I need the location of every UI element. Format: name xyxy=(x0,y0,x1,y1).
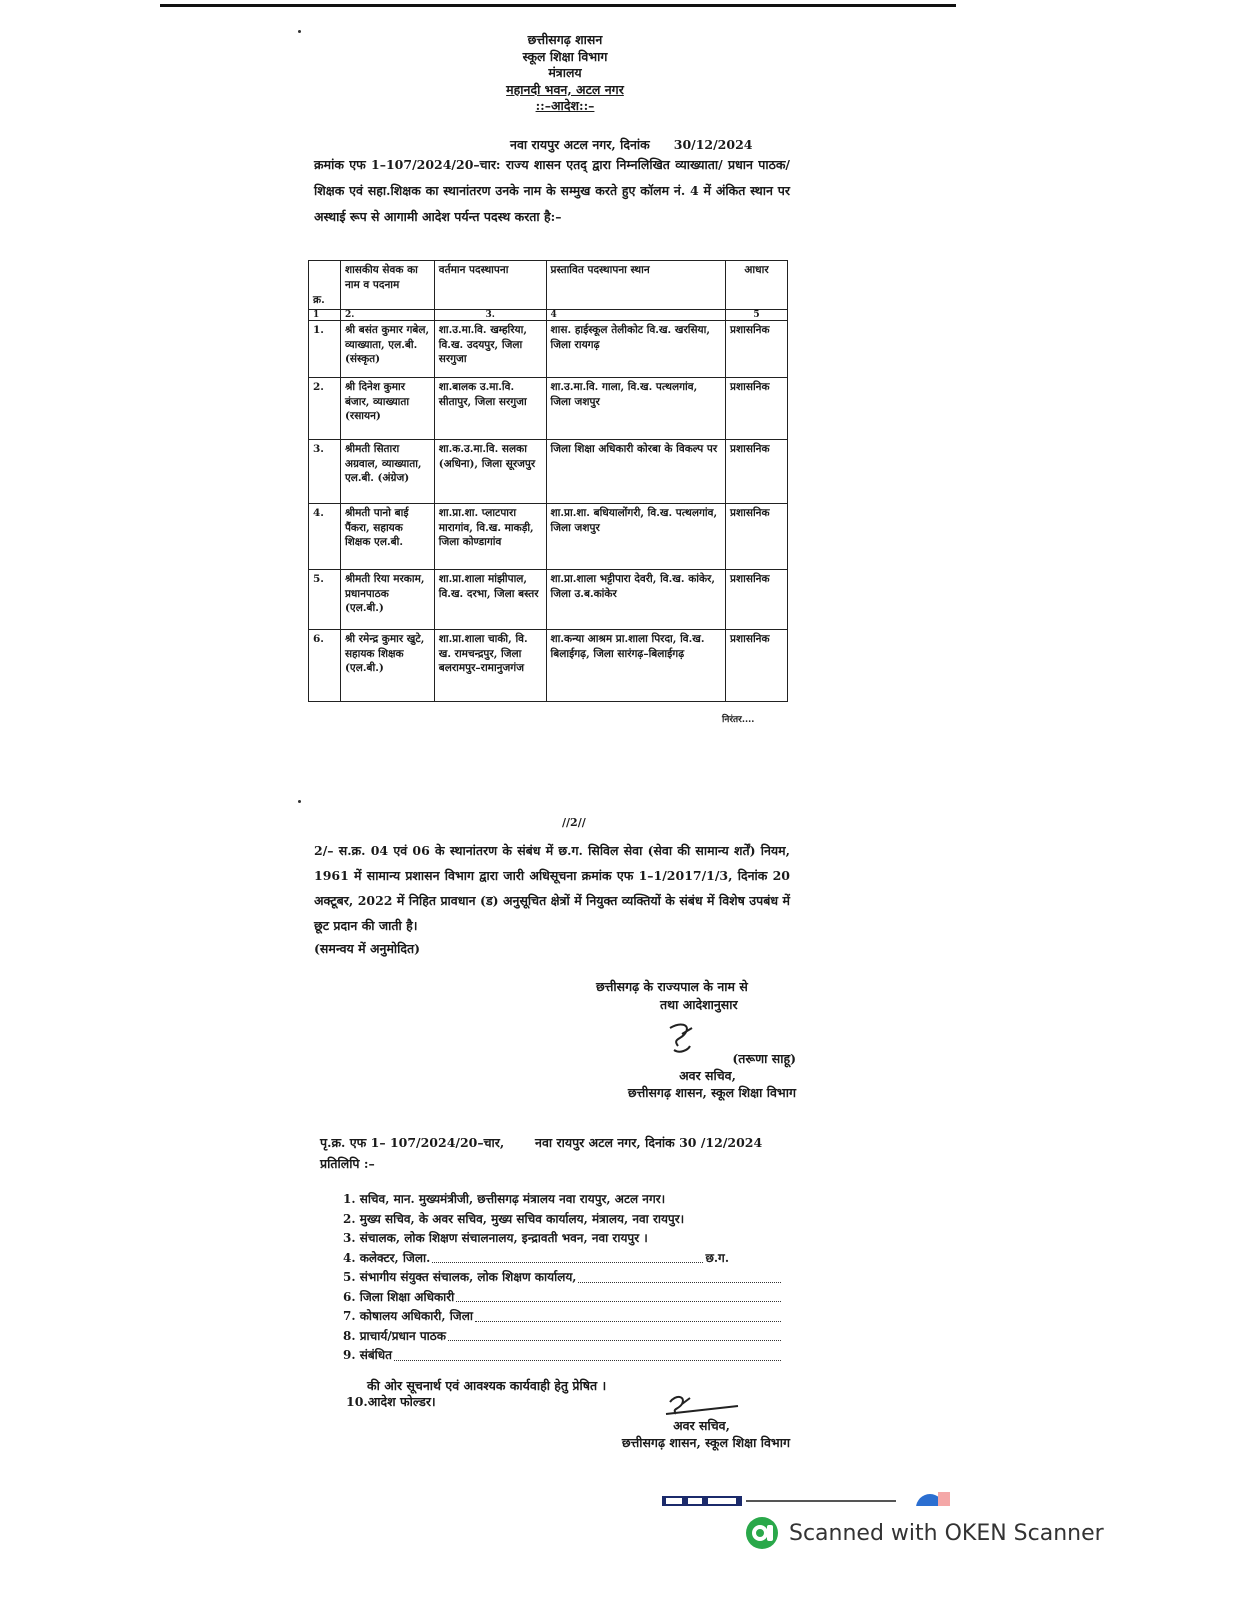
row-sn: 1. xyxy=(309,321,341,378)
row-name: श्रीमती रिया मरकाम, प्रधानपाठक (एल.बी.) xyxy=(340,570,434,630)
row-basis: प्रशासनिक xyxy=(726,378,788,440)
scanner-watermark-text: Scanned with OKEN Scanner xyxy=(789,1520,1104,1546)
row-current: शा.प्रा.शाला मांझीपाल, वि.ख. दरभा, जिला बस्तर xyxy=(434,570,546,630)
authority-line2: तथा आदेशानुसार xyxy=(660,997,738,1012)
header-name: शासकीय सेवक का नाम व पदनाम xyxy=(340,261,434,310)
row-name: श्री बसंत कुमार गबेल, व्याख्याता, एल.बी. (संस्कृत) xyxy=(340,321,434,378)
table-row xyxy=(309,630,788,702)
order-dateline xyxy=(510,136,752,153)
row-basis: प्रशासनिक xyxy=(726,504,788,570)
scan-speck xyxy=(298,30,301,33)
endorsement-date: नवा रायपुर अटल नगर, दिनांक 30 /12/2024 xyxy=(535,1135,763,1150)
row-sn: 6. xyxy=(309,630,341,702)
copy-list-item xyxy=(343,1327,783,1347)
copy-list-text: 6. जिला शिक्षा अधिकारी xyxy=(343,1289,455,1304)
copy-list-text: 5. संभागीय संयुक्त संचालक, लोक शिक्षण कार्यालय, xyxy=(343,1270,577,1284)
endorsement-ref: पृ.क्र. एफ 1– 107/2024/20–चार, xyxy=(320,1135,505,1150)
blank-fill-line xyxy=(394,1346,781,1361)
signatory2-department: छत्तीसगढ़ शासन, स्कूल शिक्षा विभाग xyxy=(621,1435,790,1450)
blank-fill-line xyxy=(456,1288,781,1303)
endorsement-line xyxy=(320,1134,763,1151)
row-name: श्री दिनेश कुमार बंजार, व्याख्याता (रसायन) xyxy=(340,378,434,440)
authority-line1: छत्तीसगढ़ के राज्यपाल के नाम से xyxy=(596,979,748,994)
col-number: 5 xyxy=(726,310,788,321)
scan-speck xyxy=(298,800,301,803)
row-current: शा.प्रा.शा. प्लाटपारा मारागांव, वि.ख. माकड़ी, जिला कोण्डागांव xyxy=(434,504,546,570)
table-row xyxy=(309,378,788,440)
blank-fill-line xyxy=(432,1249,703,1264)
row-current: शा.प्रा.शाला चाकी, वि. ख. रामचन्द्रपुर, जिला बलरामपुर–रामानुजगंज xyxy=(434,630,546,702)
forward-note: की ओर सूचनार्थ एवं आवश्यक कार्यवाही हेतु प्रेषित । xyxy=(367,1378,607,1393)
signatory2-designation: अवर सचिव, xyxy=(673,1418,730,1433)
dateline-date: 30/12/2024 xyxy=(673,137,753,152)
signatory-block xyxy=(596,1050,796,1101)
header-order-title: ::–आदेश::– xyxy=(535,98,595,113)
row-name: श्री रमेन्द्र कुमार खुटे, सहायक शिक्षक (एल.बी.) xyxy=(340,630,434,702)
oken-scanner-logo-icon xyxy=(745,1516,779,1550)
row-basis: प्रशासनिक xyxy=(726,630,788,702)
copy-list-text: 4. कलेक्टर, जिला. xyxy=(343,1250,431,1265)
row-sn: 4. xyxy=(309,504,341,570)
row-name: श्रीमती सितारा अग्रवाल, व्याख्याता, एल.बी. (अंग्रेज) xyxy=(340,440,434,504)
copy-list-item xyxy=(343,1268,783,1288)
copy-list-item xyxy=(343,1190,783,1210)
order-authority xyxy=(596,978,796,1014)
signatory-name: (तरूणा साहू) xyxy=(732,1051,796,1066)
row-proposed: शा.प्रा.शाला भट्टीपारा देवरी, वि.ख. कांकेर, जिला उ.ब.कांकेर xyxy=(546,570,725,630)
order-intro: क्रमांक एफ 1–107/2024/20–चार: राज्य शासन एतद् द्वारा निम्नलिखित व्याख्याता/ प्रधान पाठक/शिक्षक एवं सहा.शिक्षक का स्थानांतरण उनके नाम के सम्मुख करते हुए कॉलम नं. 4 में अंकित स्थान पर अस्थाई रूप से आगामी आदेश पर्यन्त पदस्थ करता है:– xyxy=(314,157,790,224)
copy-item-10: 10.आदेश फोल्डर। xyxy=(346,1394,436,1409)
copy-list-text: 8. प्राचार्य/प्रधान पाठक xyxy=(343,1328,446,1343)
signatory-block-2 xyxy=(600,1417,790,1451)
copy-list-item xyxy=(343,1249,783,1269)
row-current: शा.क.उ.मा.वि. सलका (अधिना), जिला सूरजपुर xyxy=(434,440,546,504)
row-sn: 5. xyxy=(309,570,341,630)
row-proposed: शा.उ.मा.वि. गाला, वि.ख. पत्थलगांव, जिला जशपुर xyxy=(546,378,725,440)
transfer-table xyxy=(308,260,788,702)
row-proposed: शा.कन्या आश्रम प्रा.शाला पिरदा, वि.ख. बिलाईगढ़, जिला सारंगढ़–बिलाईगढ़ xyxy=(546,630,725,702)
approval-note: (समन्वय में अनुमोदित) xyxy=(314,941,421,956)
row-proposed: शास. हाईस्कूल तेलीकोट वि.ख. खरसिया, जिला रायगढ़ xyxy=(546,321,725,378)
row-basis: प्रशासनिक xyxy=(726,570,788,630)
copy-to-label: प्रतिलिपि :– xyxy=(320,1156,375,1171)
table-row xyxy=(309,504,788,570)
row-proposed: जिला शिक्षा अधिकारी कोरबा के विकल्प पर xyxy=(546,440,725,504)
table-row xyxy=(309,570,788,630)
header-basis: आधार xyxy=(726,261,788,310)
header-sn: क्र. xyxy=(309,261,341,310)
row-sn: 2. xyxy=(309,378,341,440)
row-name: श्रीमती पानो बाई पैंकरा, सहायक शिक्षक एल.बी. xyxy=(340,504,434,570)
copy-list-text: 1. सचिव, मान. मुख्यमंत्रीजी, छत्तीसगढ़ मंत्रालय नवा रायपुर, अटल नगर। xyxy=(343,1192,666,1206)
table-column-number-row xyxy=(309,310,788,321)
copy-list-item xyxy=(343,1307,783,1327)
header-department: स्कूल शिक्षा विभाग xyxy=(522,48,608,64)
blank-fill-line xyxy=(578,1268,781,1283)
copy-list-item xyxy=(343,1288,783,1308)
footer-logo-strip xyxy=(662,1492,950,1506)
table-row xyxy=(309,440,788,504)
col-number: 3. xyxy=(434,310,546,321)
blank-fill-line xyxy=(475,1307,781,1322)
clause-2: 2/– स.क्र. 04 एवं 06 के स्थानांतरण के संबंध में छ.ग. सिविल सेवा (सेवा की सामान्य शर्तें) नियम, 1961 में सामान्य प्रशासन विभाग द्वारा जारी अधिसूचना क्रमांक एफ 1–1/2017/1/3, दिनांक 20 अक्टूबर, 2022 में निहित प्रावधान (ड) अनुसूचित क्षेत्रों में नियुक्त व्यक्तियों के संबंध में विशेष उपबंध में छूट प्रदान की जाती है। xyxy=(314,843,790,933)
copy-list-item xyxy=(343,1346,783,1366)
row-sn: 3. xyxy=(309,440,341,504)
copy-list-text: 3. संचालक, लोक शिक्षण संचालनालय, इन्द्रावती भवन, नवा रायपुर । xyxy=(343,1231,648,1245)
signatory-department: छत्तीसगढ़ शासन, स्कूल शिक्षा विभाग xyxy=(627,1085,796,1100)
col-number: 4 xyxy=(546,310,725,321)
col-number: 2. xyxy=(340,310,434,321)
header-government: छत्तीसगढ़ शासन xyxy=(527,32,603,47)
dateline-place: नवा रायपुर अटल नगर, दिनांक xyxy=(510,137,650,152)
copy-list-item xyxy=(343,1210,783,1230)
table-row xyxy=(309,321,788,378)
signatory-designation: अवर सचिव, xyxy=(679,1068,736,1083)
col-number: 1 xyxy=(309,310,341,321)
header-current: वर्तमान पदस्थापना xyxy=(434,261,546,310)
signature-mark xyxy=(662,1392,742,1418)
row-current: शा.बालक उ.मा.वि. सीतापुर, जिला सरगुजा xyxy=(434,378,546,440)
document-header xyxy=(455,32,675,115)
copy-list-suffix: छ.ग. xyxy=(705,1250,729,1265)
copy-list xyxy=(343,1190,783,1366)
row-current: शा.उ.मा.वि. खम्हरिया, वि.ख. उदयपुर, जिला सरगुजा xyxy=(434,321,546,378)
row-basis: प्रशासनिक xyxy=(726,321,788,378)
copy-list-text: 2. मुख्य सचिव, के अवर सचिव, मुख्य सचिव कार्यालय, मंत्रालय, नवा रायपुर। xyxy=(343,1211,685,1226)
blank-fill-line xyxy=(448,1327,781,1342)
table-header-row xyxy=(309,261,788,310)
row-basis: प्रशासनिक xyxy=(726,440,788,504)
header-proposed: प्रस्तावित पदस्थापना स्थान xyxy=(546,261,725,310)
continued-note: निरंतर.... xyxy=(722,715,755,725)
page-number: //2// xyxy=(562,816,586,829)
scanner-watermark xyxy=(745,1516,1104,1550)
row-proposed: शा.प्रा.शा. बधियालोंगरी, वि.ख. पत्थलगांव, जिला जशपुर xyxy=(546,504,725,570)
copy-list-text: 7. कोषालय अधिकारी, जिला xyxy=(343,1309,473,1323)
header-ministry: मंत्रालय xyxy=(548,65,582,80)
header-address: महानदी भवन, अटल नगर xyxy=(506,81,624,97)
copy-list-item xyxy=(343,1229,783,1249)
copy-list-text: 9. संबंधित xyxy=(343,1348,392,1362)
top-rule xyxy=(160,4,956,7)
